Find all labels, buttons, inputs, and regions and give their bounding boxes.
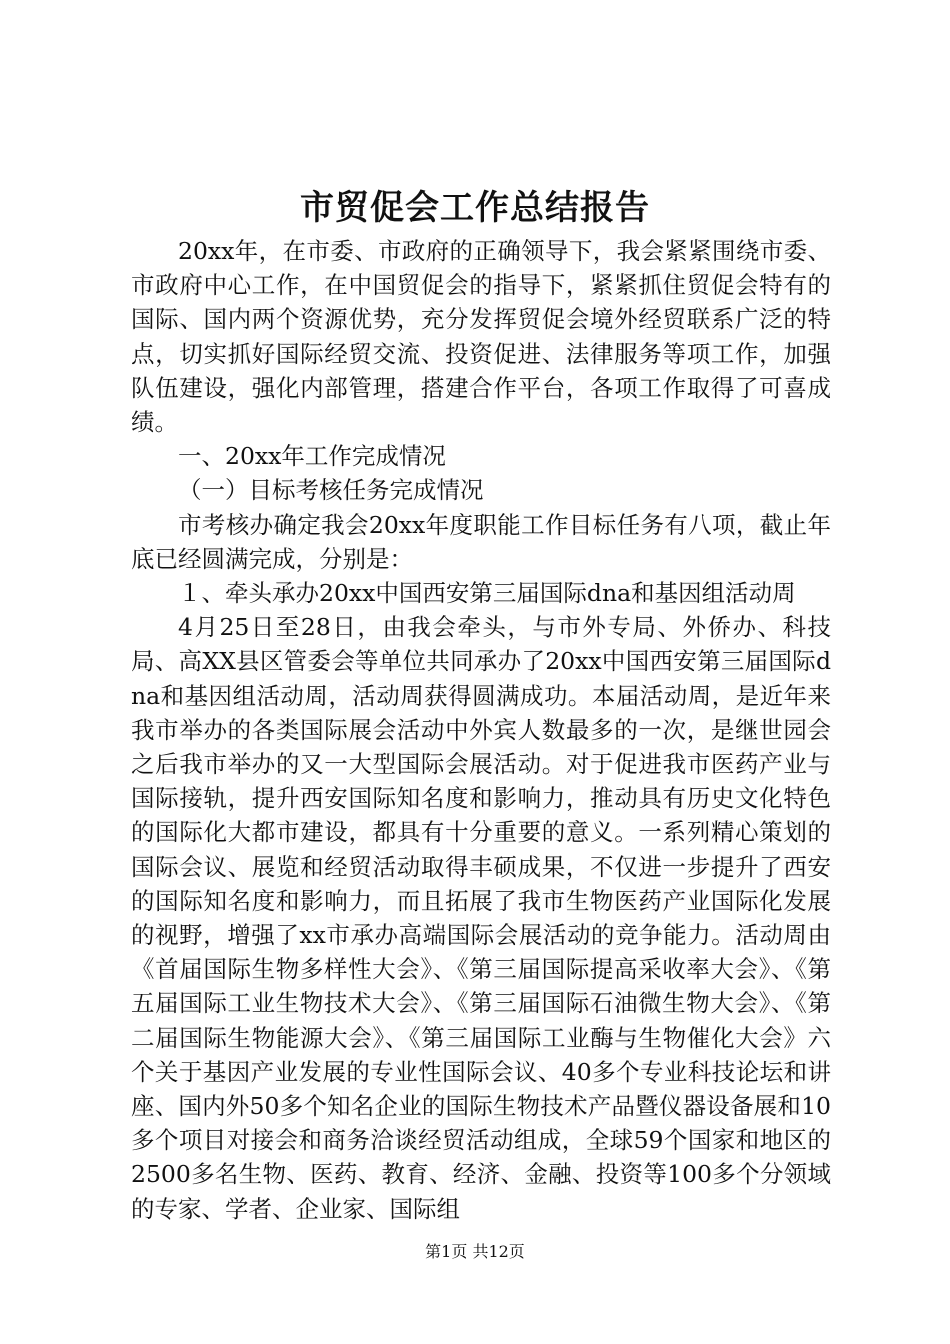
subsection-heading-1: （一）目标考核任务完成情况 [178,476,484,505]
paragraph-intro: 20xx年，在市委、市政府的正确领导下，我会紧紧围绕市委、市政府中心工作，在中国贸促会的指导下，紧紧抓住贸促会特有的国际、国内两个资源优势，充分发挥贸促会境外经贸联系广泛的特点，切实抓好国际经贸交流、投资促进、法律服务等项工作，加强队伍建设，强化内部管理，搭建合作平台，各项工作取得了可喜成绩。 [131,237,831,437]
section-heading-1: 一、20xx年工作完成情况 [178,442,446,471]
paragraph-activity-week: 4月25日至28日，由我会牵头，与市外专局、外侨办、科技局、高XX县区管委会等单位共同承办了20xx中国西安第三届国际dna和基因组活动周，活动周获得圆满成功。本届活动周，是近年来我市举办的各类国际展会活动中外宾人数最多的一次，是继世园会之后我市举办的又一大型国际会展活动。对于促进我市医药产业与国际接轨，提升西安国际知名度和影响力，推动具有历史文化特色的国际化大都市建设，都具有十分重要的意义。一系列精心策划的国际会议、展览和经贸活动取得丰硕成果，不仅进一步提升了西安的国际知名度和影响力，而且拓展了我市生物医药产业国际化发展的视野，增强了xx市承办高端国际会展活动的竞争能力。活动周由《首届国际生物多样性大会》、《第三届国际提高采收率大会》、《第五届国际工业生物技术大会》、《第三届国际石油微生物大会》、《第二届国际生物能源大会》、《第三届国际工业酶与生物催化大会》六个关于基因产业发展的专业性国际会议、40多个专业科技论坛和讲座、国内外50多个知名企业的国际生物技术产品暨仪器设备展和10多个项目对接会和商务洽谈经贸活动组成，全球59个国家和地区的2500多名生物、医药、教育、经济、金融、投资等100多个分领域的专家、学者、企业家、国际组 [131,613,831,1223]
paragraph-targets: 市考核办确定我会20xx年度职能工作目标任务有八项，截止年底已经圆满完成，分别是： [131,510,831,573]
item-heading-1: １、牵头承办20xx中国西安第三届国际dna和基因组活动周 [178,579,796,608]
document-body [131,234,831,1226]
document-title: 市贸促会工作总结报告 [300,188,650,228]
page-footer: 第1页 共12页 [425,1242,525,1261]
